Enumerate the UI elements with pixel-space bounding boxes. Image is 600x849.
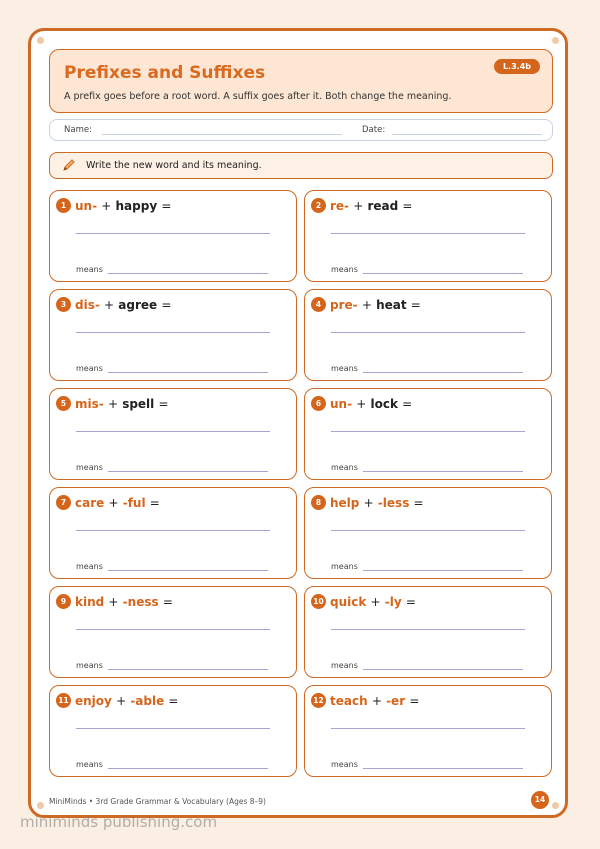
word-equation <box>330 199 412 213</box>
plus-sign: + <box>116 694 127 708</box>
word-part-first: quick <box>330 595 367 609</box>
corner-dot <box>552 37 559 44</box>
means-label: means <box>331 265 358 274</box>
word-part-first: pre- <box>330 298 358 312</box>
exercise-card <box>304 190 552 282</box>
exercise-card <box>304 685 552 777</box>
exercise-card <box>49 685 297 777</box>
equals-sign: = <box>161 298 172 312</box>
exercise-card <box>49 289 297 381</box>
watermark: miniminds publishing.com <box>20 813 218 831</box>
word-equation <box>75 595 173 609</box>
meaning-answer-line[interactable] <box>108 372 268 373</box>
date-label: Date: <box>362 125 386 135</box>
exercise-card <box>304 388 552 480</box>
corner-dot <box>552 802 559 809</box>
new-word-answer-line[interactable] <box>331 431 525 432</box>
word-part-first: teach <box>330 694 368 708</box>
word-part-second: spell <box>122 397 155 411</box>
exercise-number: 2 <box>311 198 326 213</box>
new-word-answer-line[interactable] <box>331 629 525 630</box>
plus-sign: + <box>104 298 115 312</box>
exercise-card <box>49 190 297 282</box>
plus-sign: + <box>371 694 382 708</box>
exercise-card <box>49 487 297 579</box>
instructions-box <box>49 152 553 179</box>
word-part-second: -ly <box>384 595 402 609</box>
header-banner <box>49 49 553 113</box>
word-part-second: -able <box>130 694 165 708</box>
word-part-second: -ful <box>122 496 146 510</box>
equals-sign: = <box>410 298 421 312</box>
word-part-second: -er <box>386 694 406 708</box>
means-label: means <box>331 661 358 670</box>
word-part-second: -ness <box>122 595 159 609</box>
equals-sign: = <box>158 397 169 411</box>
exercise-card <box>304 586 552 678</box>
plus-sign: + <box>108 496 119 510</box>
word-equation <box>75 298 171 312</box>
means-label: means <box>76 661 103 670</box>
name-field[interactable] <box>102 134 342 135</box>
exercise-number: 7 <box>56 495 71 510</box>
meaning-answer-line[interactable] <box>363 768 523 769</box>
new-word-answer-line[interactable] <box>76 629 270 630</box>
word-equation <box>330 595 416 609</box>
means-label: means <box>76 463 103 472</box>
page-subtitle: A prefix goes before a root word. A suffix goes after it. Both change the meaning. <box>64 91 452 102</box>
word-equation <box>75 496 160 510</box>
new-word-answer-line[interactable] <box>76 332 270 333</box>
means-label: means <box>331 760 358 769</box>
word-part-first: un- <box>75 199 98 213</box>
exercise-number: 11 <box>56 693 71 708</box>
page-number: 14 <box>531 791 549 809</box>
word-equation <box>330 397 412 411</box>
word-part-first: enjoy <box>75 694 112 708</box>
meaning-answer-line[interactable] <box>363 669 523 670</box>
plus-sign: + <box>107 397 118 411</box>
new-word-answer-line[interactable] <box>76 431 270 432</box>
word-part-second: lock <box>370 397 398 411</box>
plus-sign: + <box>363 496 374 510</box>
word-part-second: -less <box>377 496 410 510</box>
word-part-first: help <box>330 496 360 510</box>
meaning-answer-line[interactable] <box>108 669 268 670</box>
equals-sign: = <box>409 694 420 708</box>
exercise-number: 9 <box>56 594 71 609</box>
new-word-answer-line[interactable] <box>331 530 525 531</box>
corner-dot <box>37 37 44 44</box>
meaning-answer-line[interactable] <box>108 570 268 571</box>
exercise-number: 12 <box>311 693 326 708</box>
new-word-answer-line[interactable] <box>331 332 525 333</box>
word-part-first: care <box>75 496 105 510</box>
name-date-bar <box>49 119 553 141</box>
exercise-number: 1 <box>56 198 71 213</box>
new-word-answer-line[interactable] <box>331 233 525 234</box>
equals-sign: = <box>149 496 160 510</box>
page-title: Prefixes and Suffixes <box>64 63 266 83</box>
equals-sign: = <box>402 199 413 213</box>
equals-sign: = <box>162 595 173 609</box>
word-part-first: dis- <box>75 298 100 312</box>
meaning-answer-line[interactable] <box>108 471 268 472</box>
means-label: means <box>331 463 358 472</box>
plus-sign: + <box>353 199 364 213</box>
word-part-first: kind <box>75 595 105 609</box>
name-label: Name: <box>64 125 92 135</box>
word-part-first: un- <box>330 397 353 411</box>
standard-badge: L.3.4b <box>494 59 540 74</box>
new-word-answer-line[interactable] <box>76 728 270 729</box>
meaning-answer-line[interactable] <box>363 273 523 274</box>
exercise-number: 6 <box>311 396 326 411</box>
means-label: means <box>76 364 103 373</box>
exercise-number: 10 <box>311 594 326 609</box>
exercise-number: 3 <box>56 297 71 312</box>
word-part-first: mis- <box>75 397 104 411</box>
footer-text: MiniMinds • 3rd Grade Grammar & Vocabulary (Ages 8–9) <box>49 797 266 806</box>
exercise-card <box>304 289 552 381</box>
plus-sign: + <box>370 595 381 609</box>
plus-sign: + <box>361 298 372 312</box>
instructions-text: Write the new word and its meaning. <box>86 160 262 171</box>
plus-sign: + <box>356 397 367 411</box>
exercise-card <box>49 388 297 480</box>
equals-sign: = <box>405 595 416 609</box>
new-word-answer-line[interactable] <box>76 233 270 234</box>
means-label: means <box>76 562 103 571</box>
exercise-number: 4 <box>311 297 326 312</box>
exercise-card <box>49 586 297 678</box>
exercise-number: 5 <box>56 396 71 411</box>
equals-sign: = <box>168 694 179 708</box>
equals-sign: = <box>402 397 413 411</box>
meaning-answer-line[interactable] <box>363 372 523 373</box>
word-part-second: agree <box>118 298 158 312</box>
meaning-answer-line[interactable] <box>108 768 268 769</box>
pencil-icon <box>62 158 76 172</box>
word-equation <box>75 199 171 213</box>
word-equation <box>75 397 169 411</box>
new-word-answer-line[interactable] <box>331 728 525 729</box>
new-word-answer-line[interactable] <box>76 530 270 531</box>
word-equation <box>330 496 424 510</box>
exercise-card <box>304 487 552 579</box>
meaning-answer-line[interactable] <box>363 570 523 571</box>
meaning-answer-line[interactable] <box>363 471 523 472</box>
equals-sign: = <box>161 199 172 213</box>
means-label: means <box>76 265 103 274</box>
word-equation <box>75 694 178 708</box>
means-label: means <box>331 364 358 373</box>
means-label: means <box>76 760 103 769</box>
meaning-answer-line[interactable] <box>108 273 268 274</box>
word-part-first: re- <box>330 199 350 213</box>
means-label: means <box>331 562 358 571</box>
date-field[interactable] <box>392 134 542 135</box>
word-part-second: read <box>367 199 399 213</box>
plus-sign: + <box>108 595 119 609</box>
word-equation <box>330 298 421 312</box>
equals-sign: = <box>413 496 424 510</box>
word-equation <box>330 694 419 708</box>
exercise-number: 8 <box>311 495 326 510</box>
word-part-second: heat <box>376 298 407 312</box>
worksheet-page <box>28 28 568 818</box>
corner-dot <box>37 802 44 809</box>
word-part-second: happy <box>115 199 158 213</box>
plus-sign: + <box>101 199 112 213</box>
